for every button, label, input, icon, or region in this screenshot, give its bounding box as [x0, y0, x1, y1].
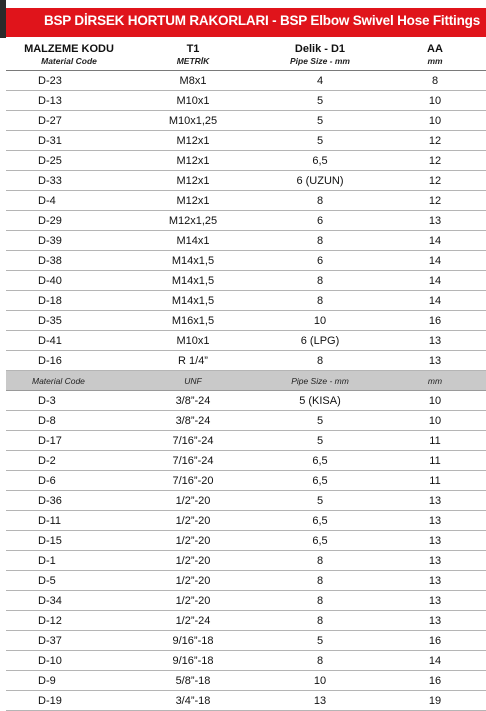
header-material-code — [6, 40, 130, 71]
cell-material-code: D-36 — [6, 491, 130, 511]
cell-thread: 7/16”-24 — [130, 451, 256, 471]
cell-bore: 6,5 — [256, 471, 384, 491]
cell-thread: M14x1 — [130, 231, 256, 251]
table-row — [6, 691, 486, 711]
cell-thread: M12x1 — [130, 151, 256, 171]
table-row — [6, 231, 486, 251]
table-row — [6, 131, 486, 151]
cell-aa: 11 — [384, 451, 486, 471]
cell-bore: 10 — [256, 671, 384, 691]
cell-bore: 5 — [256, 411, 384, 431]
page-title: BSP DİRSEK HORTUM RAKORLARI - BSP Elbow Swivel Hose Fittings — [43, 13, 480, 28]
cell-aa: 10 — [384, 411, 486, 431]
cell-thread: M14x1,5 — [130, 271, 256, 291]
table-row — [6, 471, 486, 491]
cell-material-code: D-12 — [6, 611, 130, 631]
cell-material-code: D-35 — [6, 311, 130, 331]
cell-aa: 14 — [384, 291, 486, 311]
header-aa-main: AA — [427, 43, 443, 55]
cell-material-code: D-17 — [6, 431, 130, 451]
cell-aa: 13 — [384, 591, 486, 611]
cell-thread: 1/2”-20 — [130, 511, 256, 531]
cell-bore: Pipe Size - mm — [256, 371, 384, 391]
table-row — [6, 91, 486, 111]
table-row — [6, 511, 486, 531]
cell-bore: 5 — [256, 491, 384, 511]
cell-material-code: D-27 — [6, 111, 130, 131]
cell-material-code: D-1 — [6, 551, 130, 571]
table-header-row — [6, 40, 486, 71]
cell-bore: 6 (LPG) — [256, 331, 384, 351]
cell-thread: 1/2”-20 — [130, 531, 256, 551]
fittings-table — [6, 40, 486, 711]
cell-aa: 14 — [384, 251, 486, 271]
cell-thread: M12x1 — [130, 131, 256, 151]
cell-bore: 8 — [256, 651, 384, 671]
cell-material-code: D-5 — [6, 571, 130, 591]
table-row — [6, 451, 486, 471]
cell-material-code: D-9 — [6, 671, 130, 691]
cell-thread: M14x1,5 — [130, 291, 256, 311]
table-row — [6, 251, 486, 271]
cell-thread: M10x1 — [130, 331, 256, 351]
cell-bore: 8 — [256, 291, 384, 311]
cell-material-code: D-13 — [6, 91, 130, 111]
cell-bore: 8 — [256, 611, 384, 631]
cell-bore: 6,5 — [256, 151, 384, 171]
cell-material-code: D-29 — [6, 211, 130, 231]
cell-bore: 6,5 — [256, 531, 384, 551]
cell-aa: 11 — [384, 471, 486, 491]
cell-thread: M10x1,25 — [130, 111, 256, 131]
cell-bore: 8 — [256, 551, 384, 571]
table-row — [6, 331, 486, 351]
cell-thread: M14x1,5 — [130, 251, 256, 271]
cell-bore: 13 — [256, 691, 384, 711]
cell-thread: 7/16”-20 — [130, 471, 256, 491]
cell-material-code: D-11 — [6, 511, 130, 531]
table-row — [6, 431, 486, 451]
table-row — [6, 651, 486, 671]
cell-material-code: D-18 — [6, 291, 130, 311]
cell-bore: 5 — [256, 131, 384, 151]
cell-material-code: D-16 — [6, 351, 130, 371]
table-row — [6, 411, 486, 431]
table-row — [6, 271, 486, 291]
table-row — [6, 671, 486, 691]
header-bore — [256, 40, 384, 71]
cell-bore: 6,5 — [256, 511, 384, 531]
cell-bore: 6 — [256, 251, 384, 271]
header-t1-main: T1 — [186, 43, 200, 55]
cell-bore: 8 — [256, 591, 384, 611]
cell-aa: mm — [384, 371, 486, 391]
cell-aa: 12 — [384, 151, 486, 171]
header-bore-sub: Pipe Size - mm — [290, 56, 350, 66]
cell-aa: 19 — [384, 691, 486, 711]
table-row — [6, 151, 486, 171]
cell-material-code: D-8 — [6, 411, 130, 431]
cell-aa: 10 — [384, 111, 486, 131]
table-row — [6, 171, 486, 191]
table-row — [6, 191, 486, 211]
cell-thread: 7/16”-24 — [130, 431, 256, 451]
cell-thread: 9/16”-18 — [130, 631, 256, 651]
cell-material-code: D-2 — [6, 451, 130, 471]
cell-aa: 12 — [384, 171, 486, 191]
cell-thread: 5/8”-18 — [130, 671, 256, 691]
cell-aa: 13 — [384, 331, 486, 351]
cell-bore: 8 — [256, 351, 384, 371]
cell-thread: M12x1 — [130, 191, 256, 211]
cell-bore: 8 — [256, 191, 384, 211]
cell-aa: 14 — [384, 651, 486, 671]
cell-thread: R 1/4” — [130, 351, 256, 371]
cell-thread: M16x1,5 — [130, 311, 256, 331]
cell-thread: 1/2”-20 — [130, 571, 256, 591]
cell-thread: 3/8”-24 — [130, 411, 256, 431]
table-row — [6, 291, 486, 311]
table-row — [6, 611, 486, 631]
table-row — [6, 631, 486, 651]
cell-aa: 13 — [384, 511, 486, 531]
cell-aa: 14 — [384, 231, 486, 251]
cell-aa: 13 — [384, 351, 486, 371]
cell-material-code: D-33 — [6, 171, 130, 191]
header-bore-main: Delik - D1 — [294, 43, 346, 55]
title-bar — [0, 0, 486, 38]
cell-material-code: D-23 — [6, 71, 130, 91]
cell-material-code: D-10 — [6, 651, 130, 671]
cell-aa: 11 — [384, 431, 486, 451]
table-row — [6, 351, 486, 371]
cell-bore: 6 (UZUN) — [256, 171, 384, 191]
cell-bore: 8 — [256, 271, 384, 291]
cell-bore: 8 — [256, 571, 384, 591]
table-row — [6, 551, 486, 571]
cell-material-code: D-6 — [6, 471, 130, 491]
table-row — [6, 211, 486, 231]
cell-material-code: D-19 — [6, 691, 130, 711]
header-material-code-main: MALZEME KODU — [24, 43, 114, 55]
cell-thread: 1/2”-20 — [130, 591, 256, 611]
cell-material-code: D-31 — [6, 131, 130, 151]
table-row — [6, 71, 486, 91]
cell-thread: 1/2”-20 — [130, 551, 256, 571]
cell-bore: 5 — [256, 91, 384, 111]
cell-material-code: D-41 — [6, 331, 130, 351]
header-aa — [384, 40, 486, 71]
cell-thread: M12x1,25 — [130, 211, 256, 231]
cell-aa: 10 — [384, 391, 486, 411]
table-row — [6, 391, 486, 411]
cell-thread: UNF — [130, 371, 256, 391]
cell-bore: 6,5 — [256, 451, 384, 471]
cell-material-code: D-25 — [6, 151, 130, 171]
cell-material-code: D-39 — [6, 231, 130, 251]
cell-bore: 5 (KISA) — [256, 391, 384, 411]
table-row — [6, 311, 486, 331]
table-row — [6, 571, 486, 591]
cell-aa: 10 — [384, 91, 486, 111]
header-t1 — [130, 40, 256, 71]
cell-aa: 12 — [384, 131, 486, 151]
table-body — [6, 71, 486, 711]
cell-aa: 8 — [384, 71, 486, 91]
cell-thread: M10x1 — [130, 91, 256, 111]
cell-bore: 5 — [256, 431, 384, 451]
table-row — [6, 591, 486, 611]
cell-thread: M12x1 — [130, 171, 256, 191]
cell-thread: 3/4”-18 — [130, 691, 256, 711]
cell-thread: 1/2”-20 — [130, 491, 256, 511]
cell-material-code: D-38 — [6, 251, 130, 271]
cell-bore: 4 — [256, 71, 384, 91]
cell-aa: 12 — [384, 191, 486, 211]
header-aa-sub: mm — [427, 56, 443, 66]
cell-thread: 1/2”-24 — [130, 611, 256, 631]
cell-thread: 3/8”-24 — [130, 391, 256, 411]
cell-thread: 9/16”-18 — [130, 651, 256, 671]
cell-aa: 16 — [384, 631, 486, 651]
header-t1-sub: METRİK — [176, 56, 210, 66]
cell-aa: 14 — [384, 271, 486, 291]
header-material-code-sub: Material Code — [41, 56, 97, 66]
cell-aa: 13 — [384, 611, 486, 631]
cell-material-code: Material Code — [6, 371, 130, 391]
cell-bore: 8 — [256, 231, 384, 251]
cell-aa: 13 — [384, 211, 486, 231]
cell-material-code: D-3 — [6, 391, 130, 411]
unf-subheader-row — [6, 371, 486, 391]
cell-bore: 5 — [256, 631, 384, 651]
cell-aa: 16 — [384, 311, 486, 331]
cell-aa: 13 — [384, 531, 486, 551]
cell-aa: 13 — [384, 571, 486, 591]
cell-material-code: D-4 — [6, 191, 130, 211]
cell-material-code: D-15 — [6, 531, 130, 551]
cell-material-code: D-34 — [6, 591, 130, 611]
cell-aa: 13 — [384, 551, 486, 571]
cell-bore: 5 — [256, 111, 384, 131]
table-row — [6, 491, 486, 511]
cell-thread: M8x1 — [130, 71, 256, 91]
cell-bore: 10 — [256, 311, 384, 331]
table-row — [6, 111, 486, 131]
cell-material-code: D-37 — [6, 631, 130, 651]
cell-material-code: D-40 — [6, 271, 130, 291]
cell-aa: 16 — [384, 671, 486, 691]
cell-aa: 13 — [384, 491, 486, 511]
cell-bore: 6 — [256, 211, 384, 231]
table-row — [6, 531, 486, 551]
